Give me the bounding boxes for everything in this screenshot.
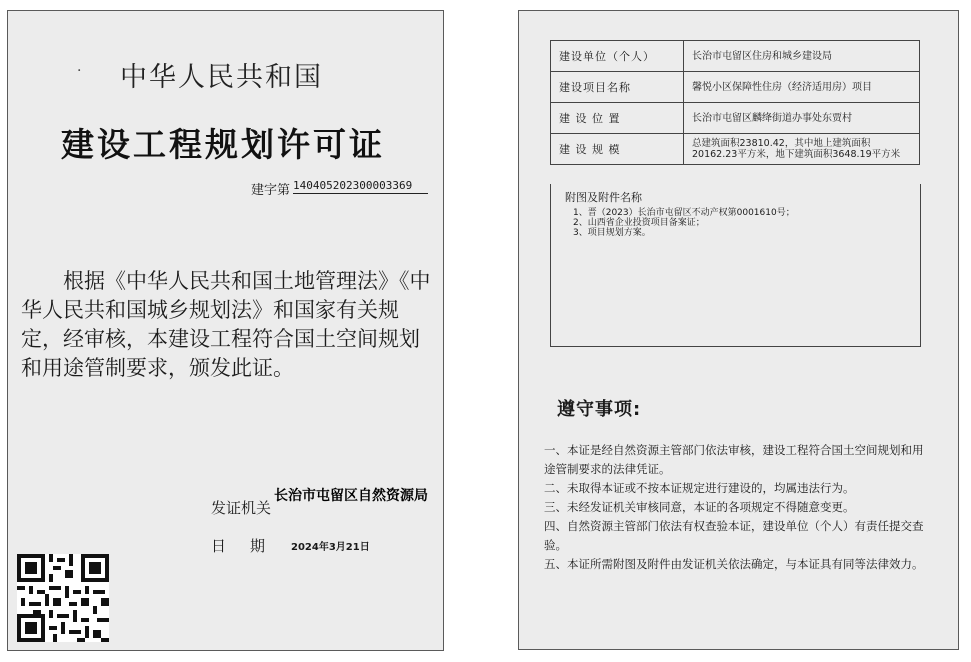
row-label: 建设单位（个人） bbox=[551, 41, 684, 72]
list-item: 3、项目规划方案。 bbox=[573, 228, 651, 238]
certificate-title: 建设工程规划许可证 bbox=[61, 125, 385, 164]
row-label: 建 设 位 置 bbox=[551, 103, 684, 134]
list-item: 一、本证是经自然资源主管部门依法审核，建设工程符合国土空间规划和用途管制要求的法律凭证。 bbox=[544, 443, 924, 476]
notes-title: 遵守事项: bbox=[557, 399, 642, 420]
date-value: 2024年3月21日 bbox=[291, 542, 370, 553]
certificate-body-text: 根据《中华人民共和国土地管理法》《中华人民共和国城乡规划法》和国家有关规定，经审核，本建设工程符合国土空间规划和用途管制要求，颁发此证。 bbox=[21, 269, 431, 380]
row-label: 建设项目名称 bbox=[551, 72, 684, 103]
certificate-number-label: 建字第 bbox=[251, 183, 291, 198]
decorative-dot: · bbox=[77, 63, 82, 79]
country-name: 中华人民共和国 bbox=[120, 62, 323, 93]
list-item: 2、山西省企业投资项目备案证； bbox=[573, 218, 705, 228]
project-info-table bbox=[550, 40, 920, 165]
row-value: 长治市屯留区住房和城乡建设局 bbox=[684, 41, 920, 72]
attachments-title: 附图及附件名称 bbox=[565, 191, 642, 204]
issuer-value: 长治市屯留区自然资源局 bbox=[274, 488, 428, 504]
attachments-box bbox=[550, 184, 921, 347]
table-row bbox=[551, 41, 920, 72]
row-value: 总建筑面积23810.42，其中地上建筑面积20162.23平方米，地下建筑面积3648.19平方米 bbox=[684, 134, 920, 165]
row-value: 长治市屯留区麟绛街道办事处东贾村 bbox=[684, 103, 920, 134]
table-row bbox=[551, 72, 920, 103]
permit-details-page bbox=[518, 10, 959, 650]
row-label: 建 设 规 模 bbox=[551, 134, 684, 165]
list-item: 三、未经发证机关审核同意，本证的各项规定不得随意变更。 bbox=[544, 500, 855, 514]
date-label: 日期 bbox=[211, 537, 290, 555]
notes-list bbox=[544, 441, 932, 574]
table-row bbox=[551, 134, 920, 165]
table-row bbox=[551, 103, 920, 134]
row-value: 馨悦小区保障性住房（经济适用房）项目 bbox=[684, 72, 920, 103]
certificate-number-value: 140405202300003369 bbox=[293, 179, 428, 194]
permit-cover-page bbox=[7, 10, 444, 651]
list-item: 四、自然资源主管部门依法有权查验本证，建设单位（个人）有责任提交查验。 bbox=[544, 519, 924, 552]
list-item: 二、未取得本证或不按本证规定进行建设的，均属违法行为。 bbox=[544, 481, 855, 495]
issuer-label: 发证机关 bbox=[211, 499, 272, 517]
attachments-list bbox=[573, 208, 795, 238]
list-item: 五、本证所需附图及附件由发证机关依法确定，与本证具有同等法律效力。 bbox=[544, 557, 924, 571]
list-item: 1、晋（2023）长治市屯留区不动产权第0001610号； bbox=[573, 208, 795, 218]
qr-code-icon bbox=[17, 554, 109, 642]
